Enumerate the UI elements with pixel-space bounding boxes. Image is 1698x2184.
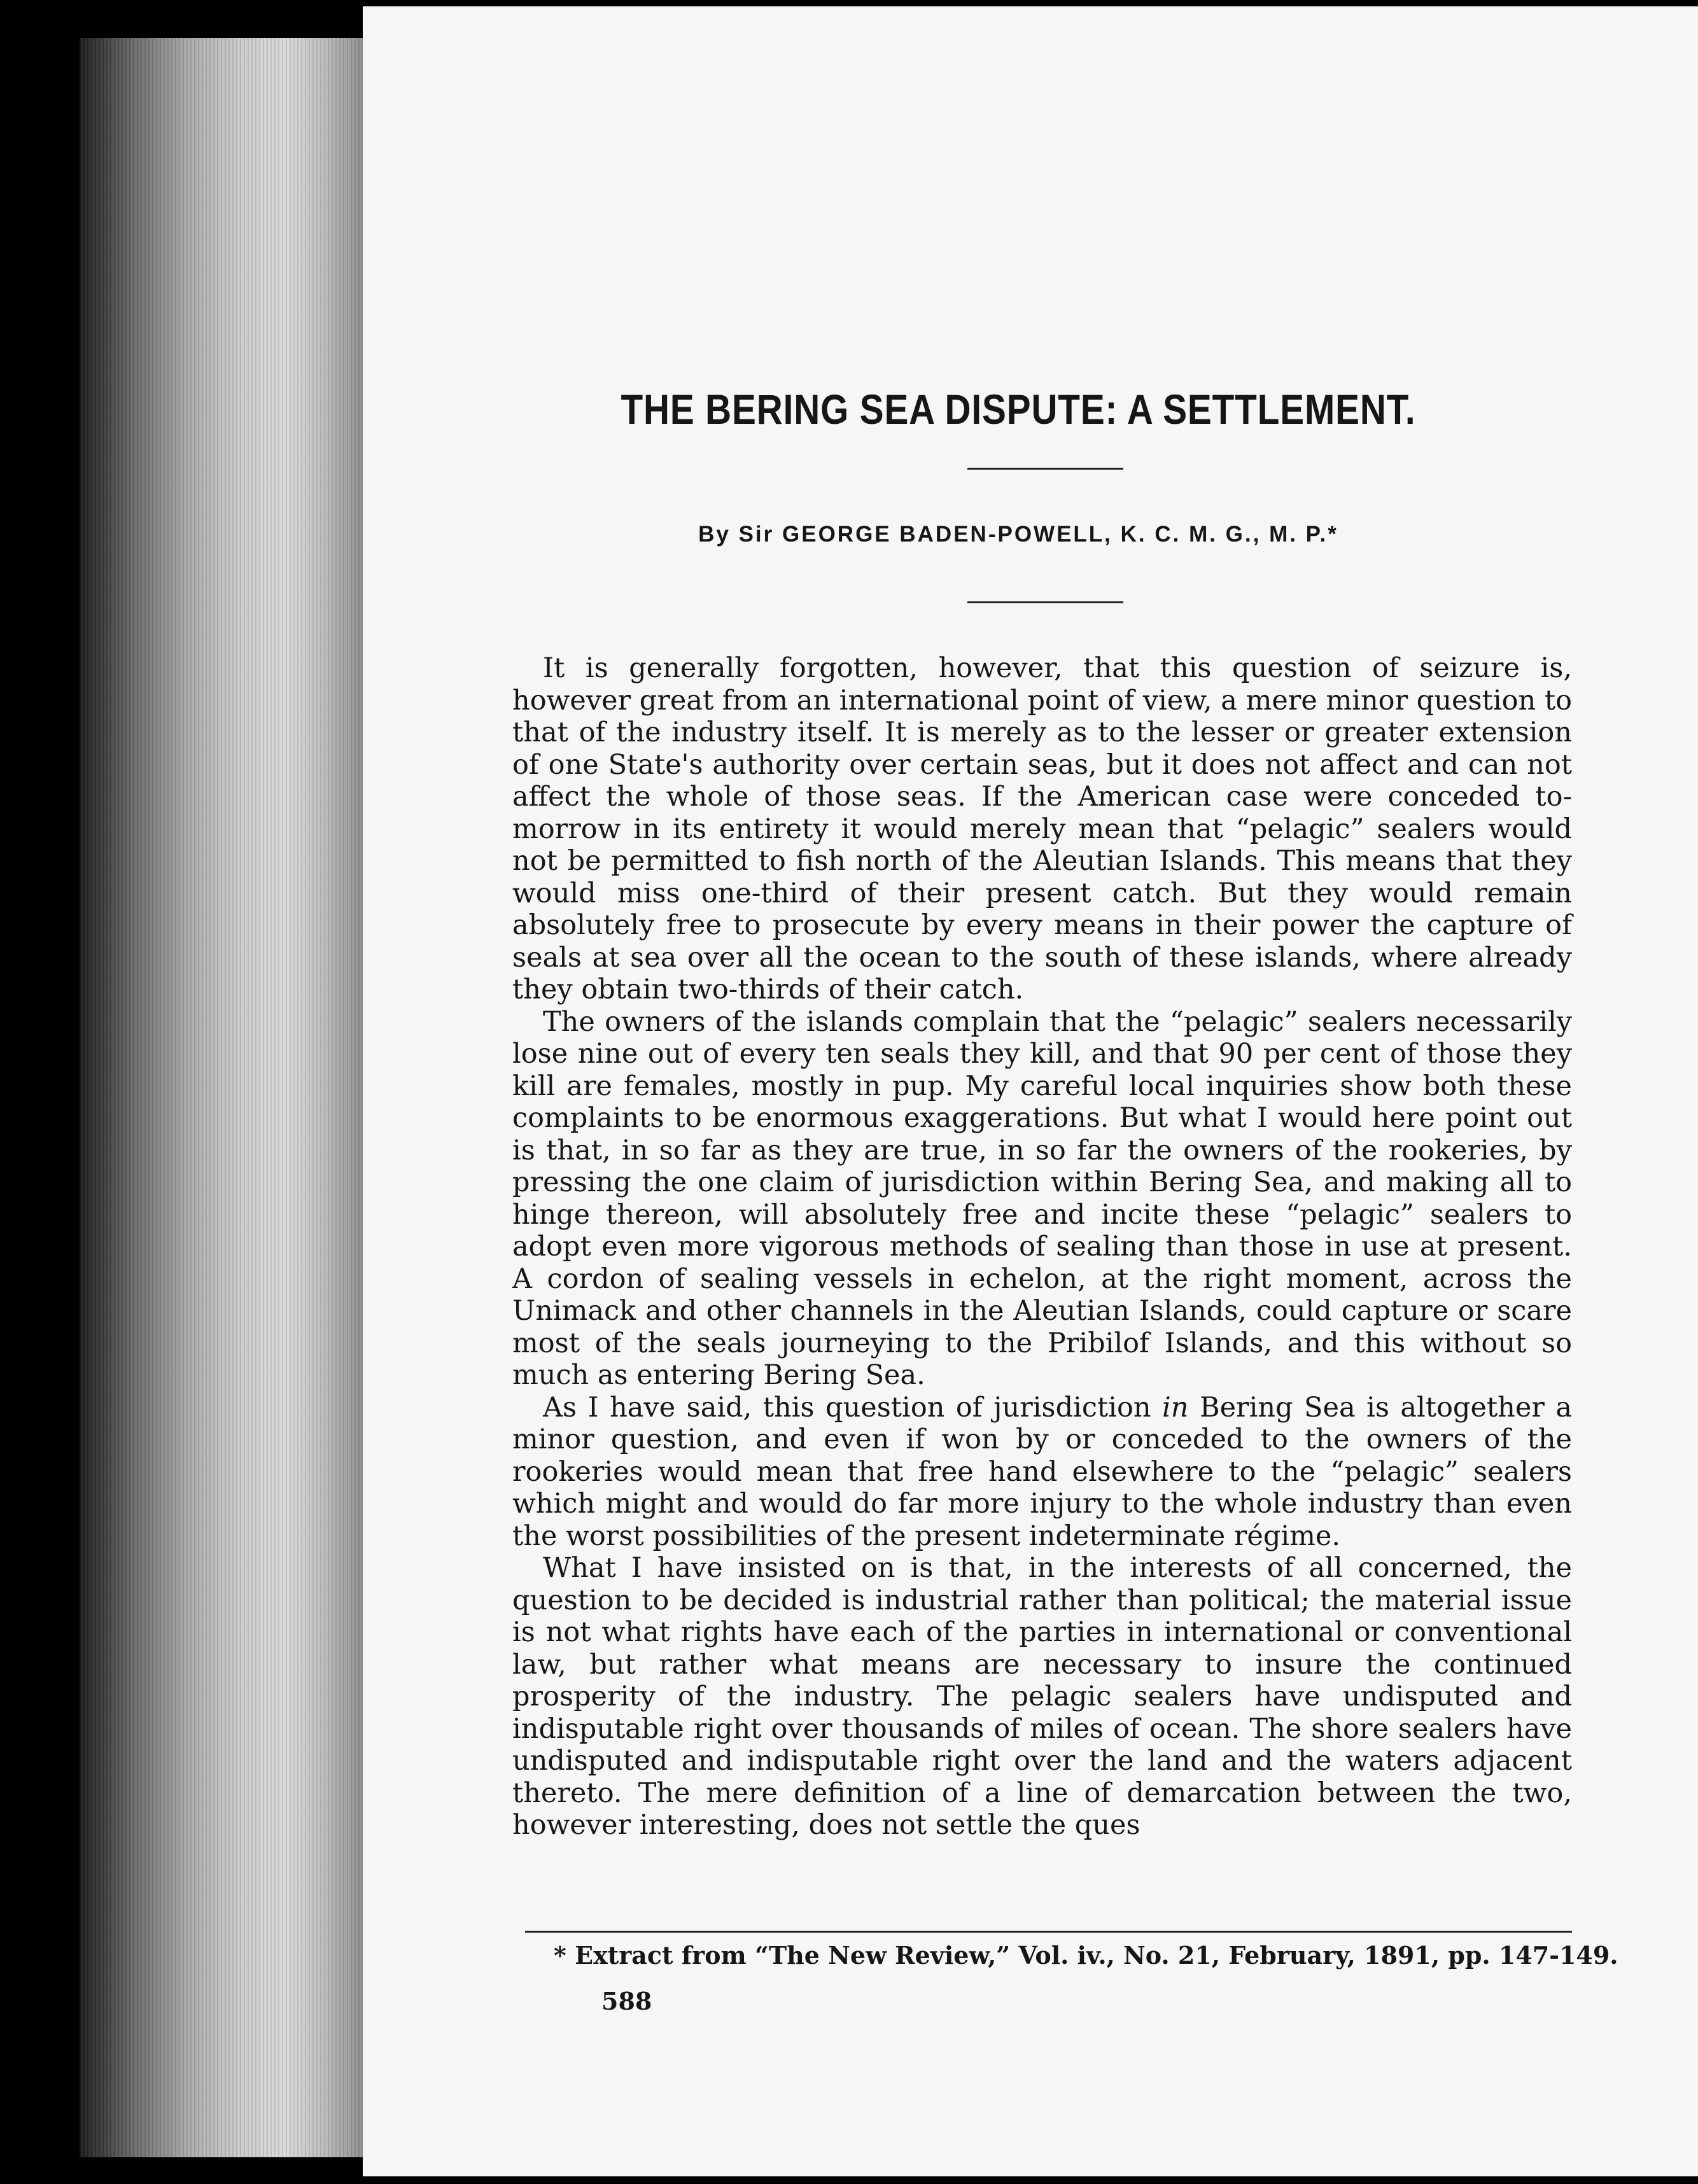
paragraph-3-start: As I have said, this question of jurisdiction [543, 1391, 1163, 1424]
book-page-edges [80, 38, 366, 2157]
footnote-divider [525, 1931, 1572, 1933]
paragraph-3-end: Bering Sea is altogether a minor question, and even if won by or conceded to the owners of the rookeries would mean that free hand elsewhere to the “pelagic” sealers which might and would do far more injury to the whole industry than even the worst possibilities of the present indeterminate régime. [512, 1391, 1573, 1552]
paragraph-4: What I have insisted on is that, in the interests of all concerned, the question to be decided is industrial rather than political; the material issue is not what rights have each of the parties in international or conventional law, but rather what means are necessary to insure the continued prosperity of the industry. The pelagic sealers have undisputed and indisputable right over thousands of miles of ocean. The shore sealers have undisputed and indisputable right over the land and the waters adjacent thereto. The mere definition of a line of demarcation between the two, however interesting, does not settle the ques [512, 1552, 1572, 1841]
paragraph-1: It is generally forgotten, however, that this question of seizure is, however great from an international point of view, a mere minor question to that of the industry itself. It is merely as to the lesser or greater extension of one State's authority over certain seas, but it does not affect and can not affect the whole of those seas. If the American case were conceded to-morrow in its entirety it would merely mean that “pelagic” sealers would not be permitted to fish north of the Aleutian Islands. This means that they would miss one-third of their present catch. But they would remain absolutely free to prosecute by every means in their power the capture of seals at sea over all the ocean to the south of these islands, where already they obtain two-thirds of their catch. [512, 652, 1572, 1005]
footnote: * Extract from “The New Review,” Vol. iv., No. 21, February, 1891, pp. 147-149. [554, 1941, 1618, 1970]
article-body [512, 652, 1572, 1842]
paragraph-3-italic: in [1162, 1391, 1189, 1424]
article-title: THE BERING SEA DISPUTE: A SETTLEMENT. [621, 386, 1416, 433]
paragraph-3 [512, 1392, 1572, 1553]
document-page [363, 6, 1698, 2176]
byline-divider [967, 601, 1123, 603]
page-number: 588 [601, 1987, 652, 2015]
title-divider [967, 468, 1123, 470]
paragraph-2: The owners of the islands complain that the “pelagic” sealers necessarily lose nine out of every ten seals they kill, and that 90 per cent of those they kill are females, mostly in pup. My careful local inquiries show both these complaints to be enormous exaggerations. But what I would here point out is that, in so far as they are true, in so far the owners of the rookeries, by pressing the one claim of jurisdiction within Bering Sea, and making all to hinge thereon, will absolutely free and incite these “pelagic” sealers to adopt even more vigorous methods of sealing than those in use at present. A cordon of sealing vessels in echelon, at the right moment, across the Unimack and other channels in the Aleutian Islands, could capture or scare most of the seals journeying to the Pribilof Islands, and this without so much as entering Bering Sea. [512, 1005, 1572, 1391]
article-byline: By Sir GEORGE BADEN-POWELL, K. C. M. G., M. P.* [698, 522, 1338, 547]
